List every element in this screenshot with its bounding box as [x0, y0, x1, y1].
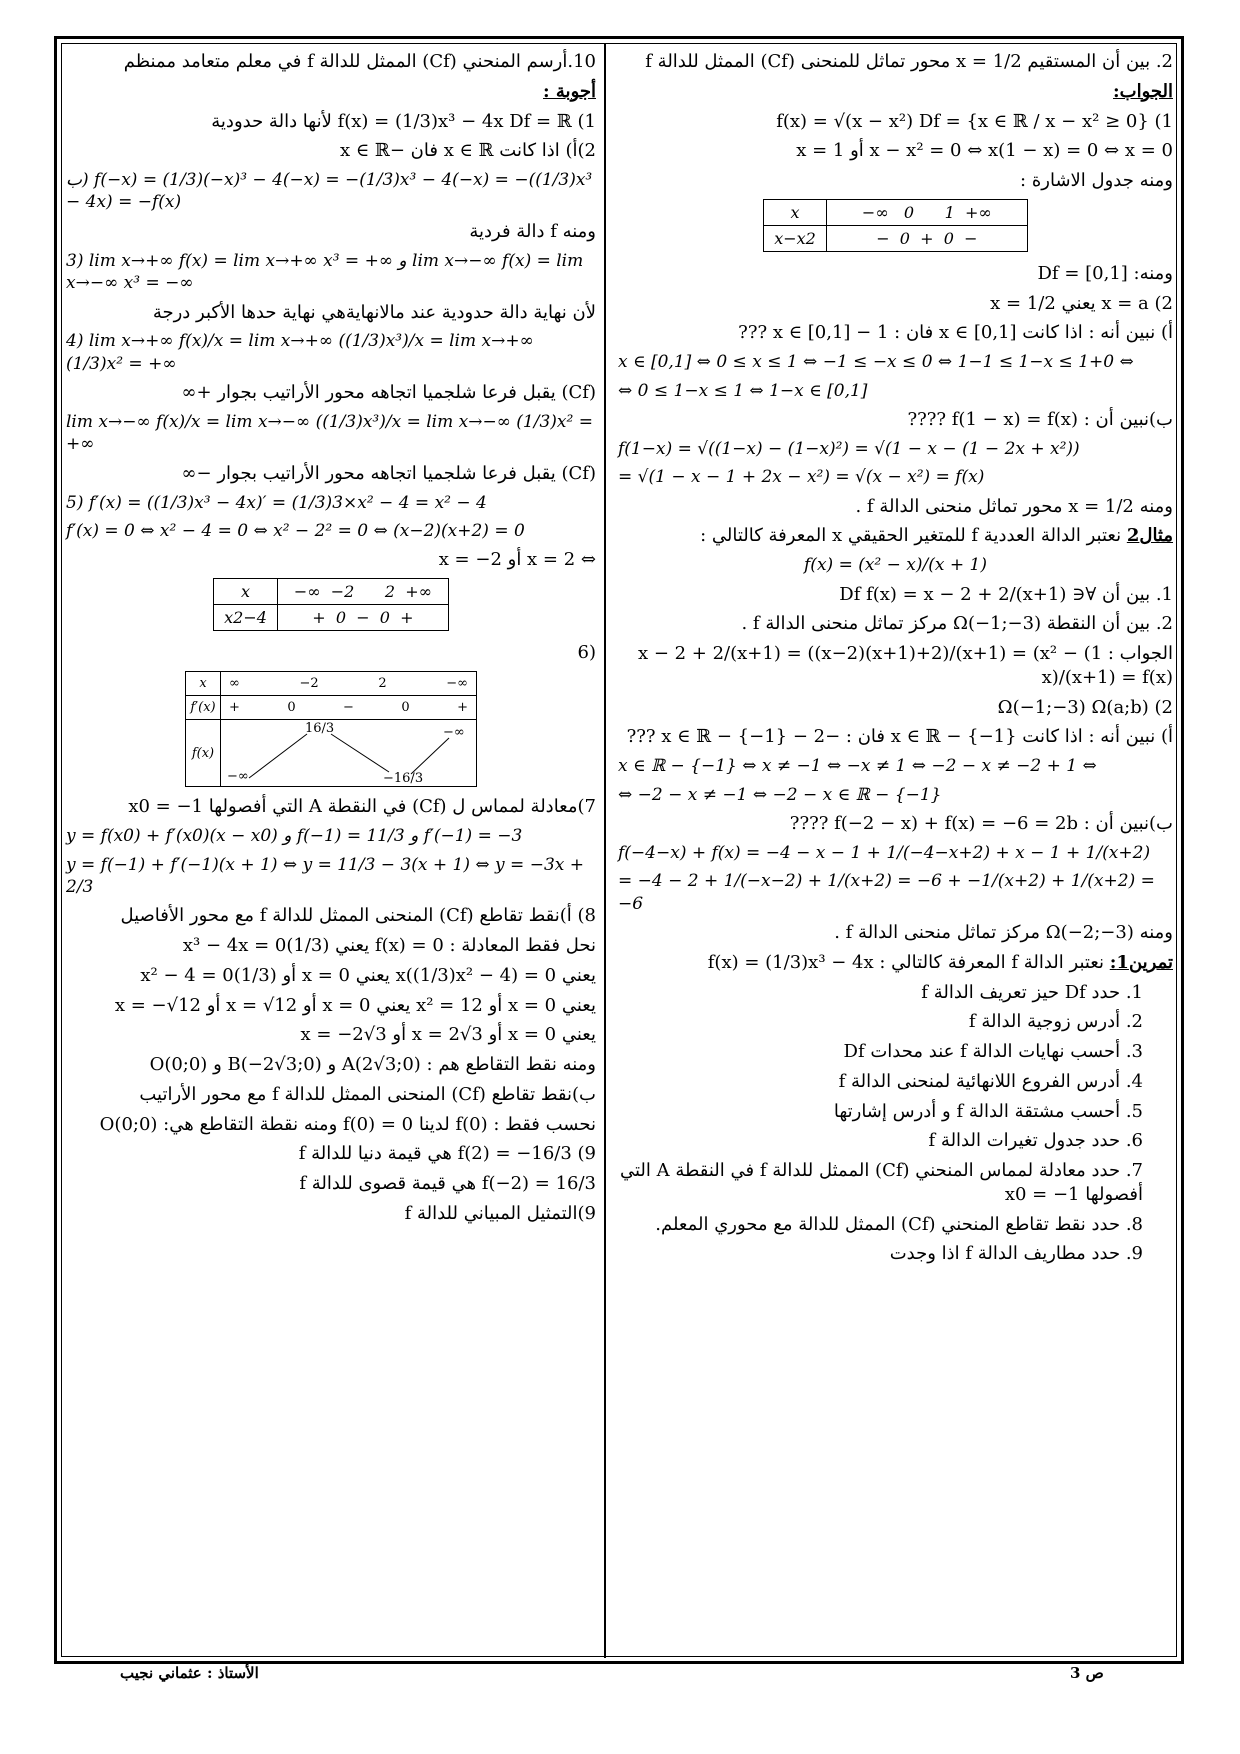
branch-limit-plus: 4) lim x→+∞ f(x)/x = lim x→+∞ ((1/3)x³)/x = lim x→+∞ (1/3)x² = +∞ — [66, 331, 534, 374]
roots-line: x − x² = 0 ⇔ x(1 − x) = 0 ⇔ x = 0 أو x = 1 — [796, 140, 1173, 162]
solve-line-2: يعني x((1/3)x² − 4) = 0 يعني x = 0 أو (1/3)x² − 4 = 0 — [140, 964, 596, 986]
list-item: 2. أدرس زوجية الدالة f — [968, 1011, 1143, 1033]
limits-line: 3) lim x→+∞ f(x) = lim x→+∞ x³ = +∞ و lim x→−∞ f(x) = lim x→−∞ x³ = −∞ — [66, 250, 584, 294]
example-2-part-a: أ) نبين أنه : اذا كانت x ∈ ℝ − {−1} فان : −2 − x ∈ ℝ − {−1} ??? — [626, 726, 1173, 748]
symmetry-conclusion: ومنه x = 1/2 محور تماثل منحنى الدالة f . — [855, 495, 1173, 517]
list-item: 8. حدد نقط تقاطع المنحني (Cf) الممثل للدالة مع محوري المعلم. — [655, 1213, 1143, 1235]
branch-minus: (Cf) يقبل فرعا شلجميا اتجاهه محور الأراتيب بجوار −∞ — [181, 462, 596, 484]
right-column — [618, 50, 1173, 1650]
variation-arrows — [221, 720, 475, 786]
example-2-center: 2) Ω(−1;−3) Ω(a;b) — [997, 696, 1173, 718]
solve-line-1: نحل فقط المعادلة : f(x) = 0 يعني (1/3)x³ − 4x = 0 — [182, 935, 596, 957]
left-column — [66, 50, 596, 1650]
example-2-proof-2: ⇔ −2 − x ≠ −1 ⇔ −2 − x ∈ ℝ − {−1} — [618, 784, 942, 805]
teacher-name: الأستاذ : عثماني نجيب — [120, 1664, 259, 1682]
branch-plus: (Cf) يقبل فرعا شلجميا اتجاهه محور الأراتيب بجوار +∞ — [181, 382, 596, 404]
symmetry-proof-1: f(1−x) = √((1−x) − (1−x)²) = √(1 − x − (1 − 2x + x²)) — [618, 438, 1080, 459]
axis-line: 2) x = a يعني x = 1/2 — [990, 292, 1173, 314]
example-2-proof-3: f(−4−x) + f(x) = −4 − x − 1 + 1/(−4−x+2) + x − 1 + 1/(x+2) — [618, 842, 1151, 863]
example-2-conclusion: ومنه Ω(−2;−3) مركز تماثل منحنى الدالة f . — [834, 922, 1173, 944]
example-2-part-b: ب)نبين أن : f(−2 − x) + f(x) = −6 = 2b ???? — [789, 813, 1173, 835]
answer-8b: ب)نقط تقاطع (Cf) المنحنى الممثل للدالة f مع محور الأراتيب — [139, 1083, 596, 1105]
derivative-line: 5) f′(x) = ((1/3)x³ − 4x)′ = (1/3)3×x² − 4 = x² − 4 — [66, 492, 487, 513]
example-2-proof-4: = −4 − 2 + 1/(−x−2) + 1/(x+2) = −6 + −1/(x+2) + 1/(x+2) = −6 — [618, 871, 1155, 914]
minimum-value: 9) f(2) = −16/3 هي قيمة دنيا للدالة f — [298, 1143, 596, 1165]
interval-proof-2: ⇔ 0 ≤ 1−x ≤ 1 ⇔ 1−x ∈ [0,1] — [618, 380, 868, 401]
domain-result: ومنه: Df = [0,1] — [1037, 262, 1173, 284]
intersection-points: ومنه نقط التقاطع هم : A(2√3;0) و B(−2√3;0) و O(0;0) — [149, 1054, 596, 1076]
sign-table-1: x −∞ 0 1 +∞ x−x2 − 0 + 0 − — [763, 199, 1028, 252]
question-2: 2. بين أن المستقيم x = 1/2 محور تماثل للمنحنى (Cf) الممثل للدالة f — [645, 51, 1173, 72]
domain-line: 1) f(x) = √(x − x²) Df = {x ∈ ℝ / x − x² ≥ 0} — [776, 110, 1173, 132]
answer-7: 7)معادلة لمماس ل (Cf) في النقطة A التي أفصولها x0 = −1 — [128, 796, 596, 818]
example-2-heading: مثال2 — [1126, 525, 1173, 547]
list-item: 9. حدد مطاريف الدالة f اذا وجدت — [889, 1243, 1143, 1265]
example-2-statement: نعتبر الدالة العددية f للمتغير الحقيقي x المعرفة كالتالي : — [700, 525, 1122, 547]
list-item: 6. حدد جدول تغيرات الدالة f — [928, 1130, 1143, 1152]
tangent-formula: y = f(x0) + f′(x0)(x − x0) و f(−1) = 11/3 و f′(−1) = −3 — [66, 826, 523, 847]
list-item: 3. أحسب نهايات الدالة f عند محدات Df — [843, 1041, 1143, 1063]
exercise-1-statement: نعتبر الدالة f المعرفة كالتالي : f(x) = (1/3)x³ − 4x — [707, 951, 1105, 973]
example-2-answer-1: الجواب : 1) x − 2 + 2/(x+1) = ((x−2)(x+1)+2)/(x+1) = (x² − x)/(x+1) = f(x) — [637, 643, 1173, 688]
solve-line-3: يعني x = 0 أو x² = 12 يعني x = 0 أو x = √12 أو x = −√12 — [114, 994, 596, 1016]
solve-line-4: يعني x = 0 أو x = 2√3 أو x = −2√3 — [300, 1024, 596, 1046]
maximum-value: f(−2) = 16/3 هي قيمة قصوى للدالة f — [299, 1173, 596, 1195]
part-a: أ) نبين أنه : اذا كانت x ∈ [0,1] فان : 1 − x ∈ [0,1] ??? — [738, 322, 1173, 344]
exercise-1-list — [618, 981, 1143, 1267]
variation-table: x ∞ −2 2 −∞ f′(x) + 0 − 0 + f(x) −∞ 16/3 −16/3 −∞ — [185, 671, 477, 787]
page-number: ص 3 — [1070, 1664, 1104, 1682]
answer-6-label: (6 — [577, 642, 596, 664]
y-intercept: نحسب فقط : f(0) لدينا f(0) = 0 ومنه نقطة التقاطع هي: O(0;0) — [99, 1113, 596, 1135]
list-item: 4. أدرس الفروع اللانهائية لمنحنى الدالة f — [838, 1070, 1143, 1092]
answer-2b: ب) f(−x) = (1/3)(−x)³ − 4(−x) = −(1/3)x³ − 4(−x) = −((1/3)x³ − 4x) = −f(x) — [66, 170, 593, 213]
interval-proof-1: x ∈ [0,1] ⇔ 0 ≤ x ≤ 1 ⇔ −1 ≤ −x ≤ 0 ⇔ 1−1 ≤ 1−x ≤ 1+0 ⇔ — [618, 352, 1134, 373]
list-item: 7. حدد معادلة لمماس المنحني (Cf) الممثل للدالة f في النقطة A التي أفصولها x0 = −1 — [619, 1160, 1143, 1205]
list-item: 5. أحسب مشتقة الدالة f و أدرس إشارتها — [833, 1100, 1143, 1122]
example-2-proof-1: x ∈ ℝ − {−1} ⇔ x ≠ −1 ⇔ −x ≠ 1 ⇔ −2 − x ≠ −2 + 1 ⇔ — [618, 756, 1097, 777]
sign-table-2: x −∞ −2 2 +∞ x2−4 + 0 − 0 + — [213, 578, 449, 631]
example-2-function: f(x) = (x² − x)/(x + 1) — [804, 555, 987, 576]
answer-8a: 8) أ)نقط تقاطع (Cf) المنحنى الممثل للدالة f مع محور الأفاصيل — [120, 905, 596, 927]
sign-table-intro: ومنه جدول الاشارة : — [1020, 170, 1173, 191]
limits-reason: لأن نهاية دالة حدودية عند مالانهايةهي نهاية حدها الأكبر درجة — [152, 301, 596, 323]
graph-label: 9)التمثيل المبياني للدالة f — [404, 1202, 596, 1224]
symmetry-proof-2: = √(1 − x − 1 + 2x − x²) = √(x − x²) = f(x) — [618, 467, 985, 488]
example-2-q2: 2. بين أن النقطة Ω(−1;−3) مركز تماثل منحنى الدالة f . — [741, 613, 1173, 635]
derivative-roots: ⇔ x = 2 أو x = −2 — [438, 549, 596, 571]
exercise-1-heading: تمرين1: — [1109, 951, 1173, 973]
example-2-q1: 1. بين أن ∀∈ Df f(x) = x − 2 + 2/(x+1) — [839, 583, 1173, 605]
tangent-equation: y = f(−1) + f′(−1)(x + 1) ⇔ y = 11/3 − 3(x + 1) ⇔ y = −3x + 2/3 — [66, 854, 584, 898]
odd-conclusion: ومنه f دالة فردية — [469, 220, 596, 242]
answer-heading: الجواب: — [1113, 80, 1173, 102]
answer-1: 1) f(x) = (1/3)x³ − 4x Df = ℝ لأنها دالة حدودية — [211, 110, 596, 132]
question-10: 10.أرسم المنحني (Cf) الممثل للدالة f في معلم متعامد ممنظم — [123, 51, 596, 72]
answer-2a: 2)أ) اذا كانت x ∈ ℝ فان −x ∈ ℝ — [339, 140, 596, 162]
branch-limit-minus: lim x→−∞ f(x)/x = lim x→−∞ ((1/3)x³)/x = lim x→−∞ (1/3)x² = +∞ — [66, 411, 593, 455]
column-divider — [604, 44, 606, 1658]
answers-heading: أجوبة : — [543, 80, 596, 102]
part-b: ب)نبين أن : f(1 − x) = f(x) ???? — [907, 409, 1173, 431]
derivative-zero: f′(x) = 0 ⇔ x² − 4 = 0 ⇔ x² − 2² = 0 ⇔ (x−2)(x+2) = 0 — [66, 520, 525, 541]
list-item: 1. حدد Df حيز تعريف الدالة f — [921, 981, 1143, 1003]
